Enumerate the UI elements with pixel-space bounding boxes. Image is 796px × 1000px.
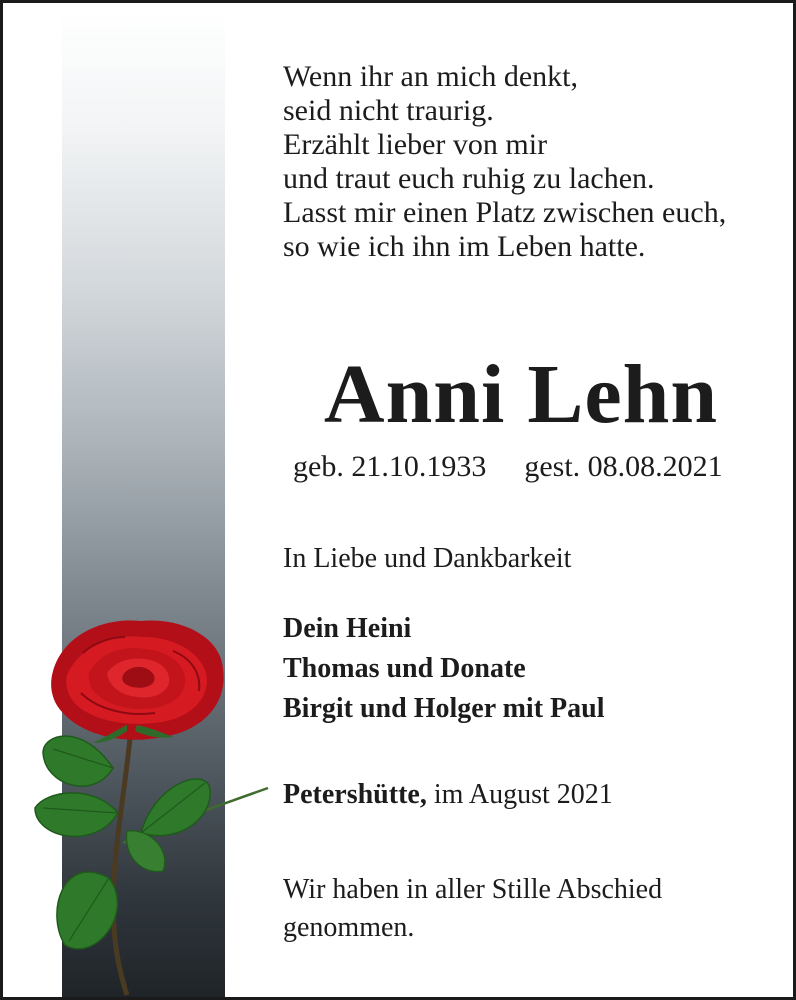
memorial-poem — [283, 60, 726, 264]
poem-line: Lasst mir einen Platz zwischen euch, — [283, 196, 727, 229]
mourner-name: Birgit und Holger mit Paul — [283, 693, 605, 724]
farewell-note — [283, 871, 662, 947]
birth-date: geb. 21.10.1933 — [293, 450, 487, 483]
poem-line: und traut euch ruhig zu lachen. — [283, 162, 655, 195]
poem-line: Erzählt lieber von mir — [283, 128, 548, 161]
death-date: gest. 08.08.2021 — [524, 450, 723, 483]
farewell-line: genommen. — [283, 912, 415, 943]
farewell-line: Wir haben in aller Stille Abschied — [283, 874, 663, 905]
mourners-list — [283, 609, 605, 729]
life-dates — [293, 450, 723, 484]
notice-date: im August 2021 — [433, 779, 613, 810]
rose-icon — [23, 613, 283, 998]
poem-line: seid nicht traurig. — [283, 94, 494, 127]
mourner-name: Thomas und Donate — [283, 653, 526, 684]
place-date-line — [283, 779, 613, 811]
poem-line: Wenn ihr an mich denkt, — [283, 60, 579, 93]
poem-line: so wie ich ihn im Leben hatte. — [283, 230, 646, 263]
deceased-name: Anni Lehn — [323, 348, 719, 441]
place-name: Petershütte, — [283, 779, 427, 810]
dedication-line: In Liebe und Dankbarkeit — [283, 543, 572, 574]
mourner-name: Dein Heini — [283, 613, 412, 644]
